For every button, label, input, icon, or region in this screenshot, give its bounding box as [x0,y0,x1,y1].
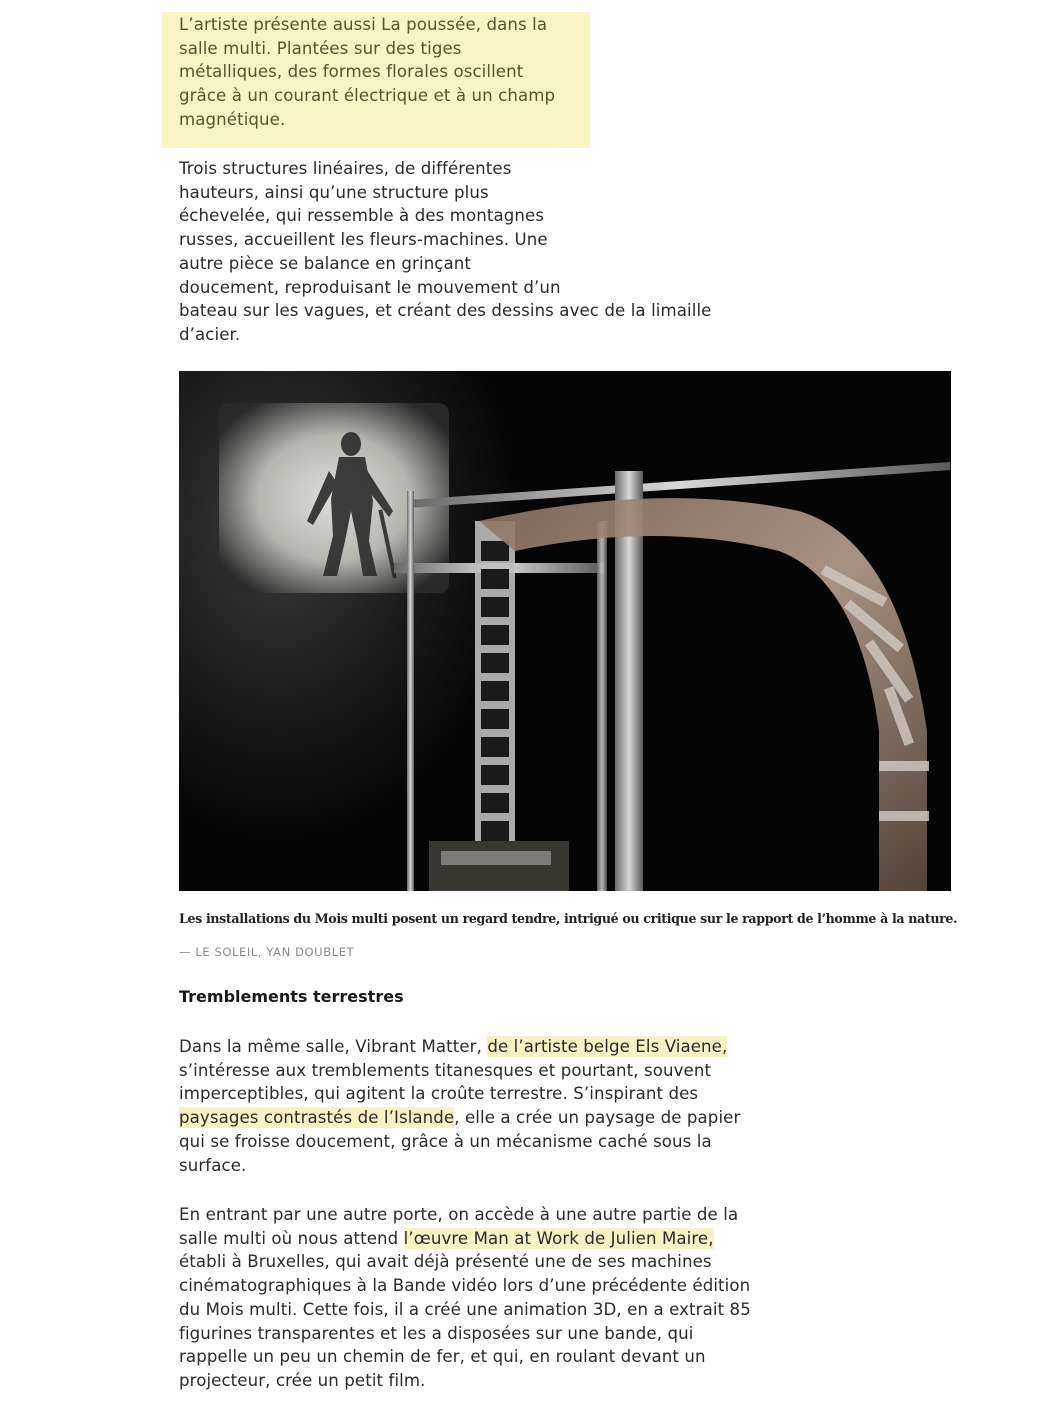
text-line: magnétique. [179,109,286,129]
text-line: du Mois multi. Cette fois, il a créé une animation 3D, en a extrait 85 [179,1299,751,1319]
paragraph-la-poussee [179,13,579,132]
link-els-viaene[interactable]: de l’artiste belge Els Viaene, [487,1037,728,1056]
text-line: échevelée, qui ressemble à des montagnes [179,206,545,226]
text-line: surface. [179,1155,247,1175]
link-man-at-work[interactable]: l’œuvre Man at Work de Julien Maire, [403,1228,714,1248]
text-line: établi à Bruxelles, qui avait déjà présenté une de ses machines [179,1252,712,1272]
text-line: Trois structures linéaires, de différentes [179,159,512,178]
text-line: métalliques, des formes florales oscillent [179,62,524,82]
text-line: salle multi. Plantées sur des tiges [179,38,462,58]
section-heading: Tremblements terrestres [179,987,404,1006]
text-line: doucement, reproduisant le mouvement d’un [179,277,561,297]
paragraph-vibrant-matter [179,1035,819,1177]
text-line: bateau sur les vagues, et créant des dessins avec de la limaille [179,301,712,321]
text-segment: , elle a crée un paysage de papier [454,1108,741,1128]
text-line: L’artiste présente aussi La poussée, dans la [179,15,548,34]
text-line: cinématographiques à la Bande vidéo lors d’une précédente édition [179,1276,751,1296]
article-photo[interactable] [179,371,951,891]
installation-photo-illustration [179,371,951,891]
text-line: autre pièce se balance en grinçant [179,253,472,273]
paragraph-structures [179,157,779,347]
paragraph-man-at-work [179,1203,819,1393]
highlighted-paragraph-block [162,12,590,148]
text-line: d’acier. [179,324,241,344]
text-line: s’intéresse aux tremblements titanesques et pourtant, souvent [179,1060,712,1080]
photo-credit: — LE SOLEIL, YAN DOUBLET [179,945,355,959]
text-line: rappelle un peu un chemin de fer, et qui, en roulant devant un [179,1347,706,1367]
text-line: En entrant par une autre porte, on accède à une autre partie de la [179,1205,739,1224]
text-segment: Dans la même salle, Vibrant Matter, [179,1037,488,1056]
text-line: hauteurs, ainsi qu’une structure plus [179,182,489,202]
text-line: grâce à un courant électrique et à un champ [179,86,556,106]
text-line: projecteur, crée un petit film. [179,1370,426,1390]
photo-caption: Les installations du Mois multi posent un regard tendre, intrigué ou critique sur le rapport de l’homme à la nature. [179,911,958,926]
text-segment: salle multi où nous attend [179,1228,404,1248]
text-line: russes, accueillent les fleurs-machines. Une [179,230,548,250]
link-paysages-islande[interactable]: paysages contrastés de l’Islande [179,1108,455,1128]
text-line: imperceptibles, qui agitent la croûte terrestre. S’inspirant des [179,1084,699,1104]
text-line: figurines transparentes et les a disposées sur une bande, qui [179,1323,694,1343]
text-line: qui se froisse doucement, grâce à un mécanisme caché sous la [179,1131,712,1151]
